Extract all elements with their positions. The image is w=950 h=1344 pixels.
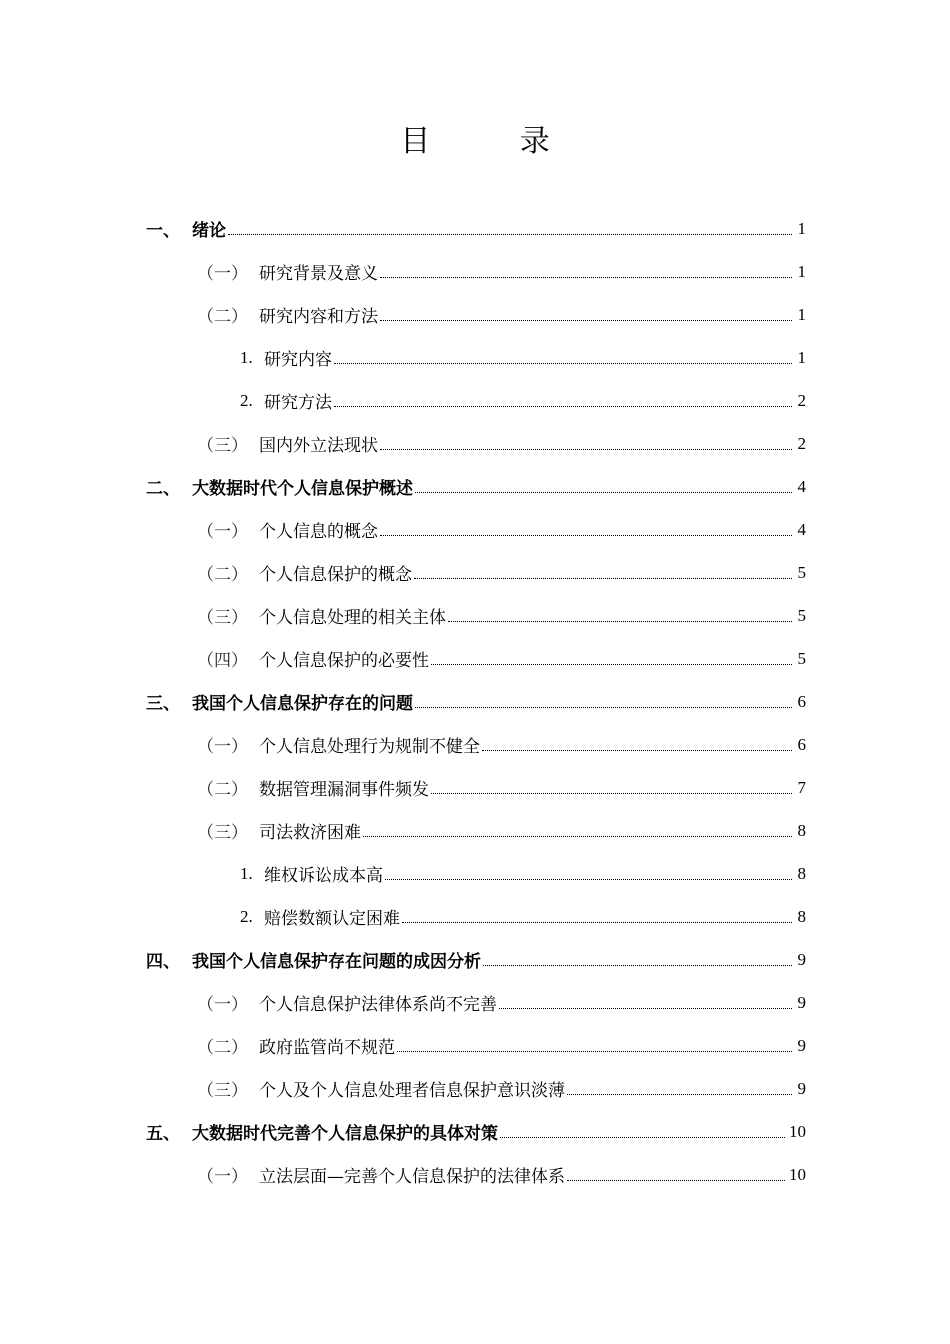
dot-leader xyxy=(380,320,792,321)
toc-entry-title: 数据管理漏洞事件频发 xyxy=(259,780,429,800)
toc-entry[interactable] xyxy=(197,637,806,680)
toc-entry-title: 个人信息处理的相关主体 xyxy=(259,608,446,628)
toc-entry[interactable] xyxy=(197,981,806,1024)
toc-entry[interactable] xyxy=(197,594,806,637)
dot-leader xyxy=(499,1008,792,1009)
toc-entry-number: 三、 xyxy=(146,694,180,714)
dot-leader xyxy=(380,535,792,536)
toc-entry[interactable] xyxy=(240,895,806,938)
toc-entry-title: 大数据时代完善个人信息保护的具体对策 xyxy=(192,1124,498,1144)
toc-entry-title: 赔偿数额认定困难 xyxy=(264,909,400,929)
dot-leader xyxy=(500,1137,785,1138)
dot-leader xyxy=(415,492,792,493)
dot-leader xyxy=(385,879,792,880)
dot-leader xyxy=(431,664,792,665)
dot-leader xyxy=(363,836,792,837)
toc-entry-title: 个人信息保护的概念 xyxy=(259,565,412,585)
toc-entry-title: 研究内容和方法 xyxy=(259,307,378,327)
toc-entry-number: （一） xyxy=(197,264,248,284)
toc-entry-title: 研究内容 xyxy=(264,350,332,370)
toc-entry[interactable] xyxy=(197,250,806,293)
toc-page-number: 8 xyxy=(797,906,806,926)
toc-entry-number: （三） xyxy=(197,608,248,628)
toc-page-number: 1 xyxy=(797,261,806,281)
toc-entry-title: 政府监管尚不规范 xyxy=(259,1038,395,1058)
toc-entry[interactable] xyxy=(197,766,806,809)
toc-entry[interactable] xyxy=(197,809,806,852)
toc-entry[interactable] xyxy=(197,508,806,551)
toc-entry-title: 立法层面—完善个人信息保护的法律体系 xyxy=(259,1167,565,1187)
toc-entry-number: 二、 xyxy=(146,479,180,499)
toc-entry[interactable] xyxy=(146,465,806,508)
toc-entry-number: （二） xyxy=(197,307,248,327)
toc-entry-title: 我国个人信息保护存在问题的成因分析 xyxy=(192,952,481,972)
toc-entry-number: 四、 xyxy=(146,952,180,972)
toc-entry-number: （二） xyxy=(197,1038,248,1058)
toc-page-number: 4 xyxy=(797,519,806,539)
toc-entry[interactable] xyxy=(197,293,806,336)
toc-entry-number: 1. xyxy=(240,347,253,367)
toc-entry-number: （一） xyxy=(197,995,248,1015)
toc-entry-number: （一） xyxy=(197,522,248,542)
dot-leader xyxy=(334,363,792,364)
toc-entry-number: （三） xyxy=(197,823,248,843)
toc-entry-number: （三） xyxy=(197,436,248,456)
toc-page-number: 6 xyxy=(797,734,806,754)
toc-page-number: 1 xyxy=(797,304,806,324)
toc-page-number: 1 xyxy=(797,218,806,238)
dot-leader xyxy=(380,449,792,450)
toc-page-number: 6 xyxy=(797,691,806,711)
toc-page-number: 4 xyxy=(797,476,806,496)
toc-page-number: 8 xyxy=(797,820,806,840)
toc-entry-number: （二） xyxy=(197,565,248,585)
toc-entry-title: 个人信息保护法律体系尚不完善 xyxy=(259,995,497,1015)
toc-entry-number: （三） xyxy=(197,1081,248,1101)
toc-page-number: 5 xyxy=(797,648,806,668)
toc-page-number: 1 xyxy=(797,347,806,367)
toc-entry-title: 个人信息保护的必要性 xyxy=(259,651,429,671)
toc-entry-title: 个人及个人信息处理者信息保护意识淡薄 xyxy=(259,1081,565,1101)
toc-page-number: 5 xyxy=(797,562,806,582)
toc-entry-title: 研究背景及意义 xyxy=(259,264,378,284)
dot-leader xyxy=(380,277,792,278)
dot-leader xyxy=(482,750,792,751)
toc-entry[interactable] xyxy=(146,680,806,723)
toc-entry[interactable] xyxy=(240,336,806,379)
toc-page-number: 10 xyxy=(789,1121,806,1141)
toc-page-number: 2 xyxy=(797,433,806,453)
toc-entry-number: 2. xyxy=(240,390,253,410)
toc-entry-title: 维权诉讼成本高 xyxy=(264,866,383,886)
toc-entry-title: 司法救济困难 xyxy=(259,823,361,843)
toc-page-number: 9 xyxy=(797,992,806,1012)
toc-entry-number: （一） xyxy=(197,1167,248,1187)
toc-entry-title: 个人信息处理行为规制不健全 xyxy=(259,737,480,757)
dot-leader xyxy=(334,406,792,407)
toc-page-number: 5 xyxy=(797,605,806,625)
toc-page-number: 9 xyxy=(797,949,806,969)
toc-entry[interactable] xyxy=(146,1110,806,1153)
toc-page-number: 7 xyxy=(797,777,806,797)
toc-entry[interactable] xyxy=(197,723,806,766)
toc-page-number: 8 xyxy=(797,863,806,883)
toc-entry-number: 2. xyxy=(240,906,253,926)
toc-entry-title: 研究方法 xyxy=(264,393,332,413)
toc-entry-number: 1. xyxy=(240,863,253,883)
toc-entry-number: （一） xyxy=(197,737,248,757)
dot-leader xyxy=(415,707,792,708)
toc-entry[interactable] xyxy=(197,1024,806,1067)
toc-page-number: 2 xyxy=(797,390,806,410)
dot-leader xyxy=(483,965,792,966)
dot-leader xyxy=(567,1180,785,1181)
dot-leader xyxy=(402,922,792,923)
toc-entry[interactable] xyxy=(197,422,806,465)
toc-entry[interactable] xyxy=(197,551,806,594)
toc-page-number: 10 xyxy=(789,1164,806,1184)
dot-leader xyxy=(228,234,792,235)
toc-entry[interactable] xyxy=(197,1067,806,1110)
dot-leader xyxy=(448,621,792,622)
toc-entry-number: （四） xyxy=(197,651,248,671)
toc-entry-title: 国内外立法现状 xyxy=(259,436,378,456)
toc-entry[interactable] xyxy=(146,938,806,981)
toc-page-number: 9 xyxy=(797,1035,806,1055)
toc-entry[interactable] xyxy=(197,1153,806,1196)
toc-entry[interactable] xyxy=(240,852,806,895)
toc-entry[interactable] xyxy=(240,379,806,422)
toc-entry-title: 绪论 xyxy=(192,221,226,241)
toc-entry-number: （二） xyxy=(197,780,248,800)
dot-leader xyxy=(567,1094,792,1095)
toc-entry-title: 个人信息的概念 xyxy=(259,522,378,542)
toc-page-number: 9 xyxy=(797,1078,806,1098)
dot-leader xyxy=(431,793,792,794)
toc-entry-number: 一、 xyxy=(146,221,180,241)
dot-leader xyxy=(414,578,792,579)
page-title: 目 录 xyxy=(400,124,590,159)
dot-leader xyxy=(397,1051,792,1052)
toc-entry-title: 我国个人信息保护存在的问题 xyxy=(192,694,413,714)
toc-entry[interactable] xyxy=(146,207,806,250)
toc-entry-number: 五、 xyxy=(146,1124,180,1144)
toc-entry-title: 大数据时代个人信息保护概述 xyxy=(192,479,413,499)
